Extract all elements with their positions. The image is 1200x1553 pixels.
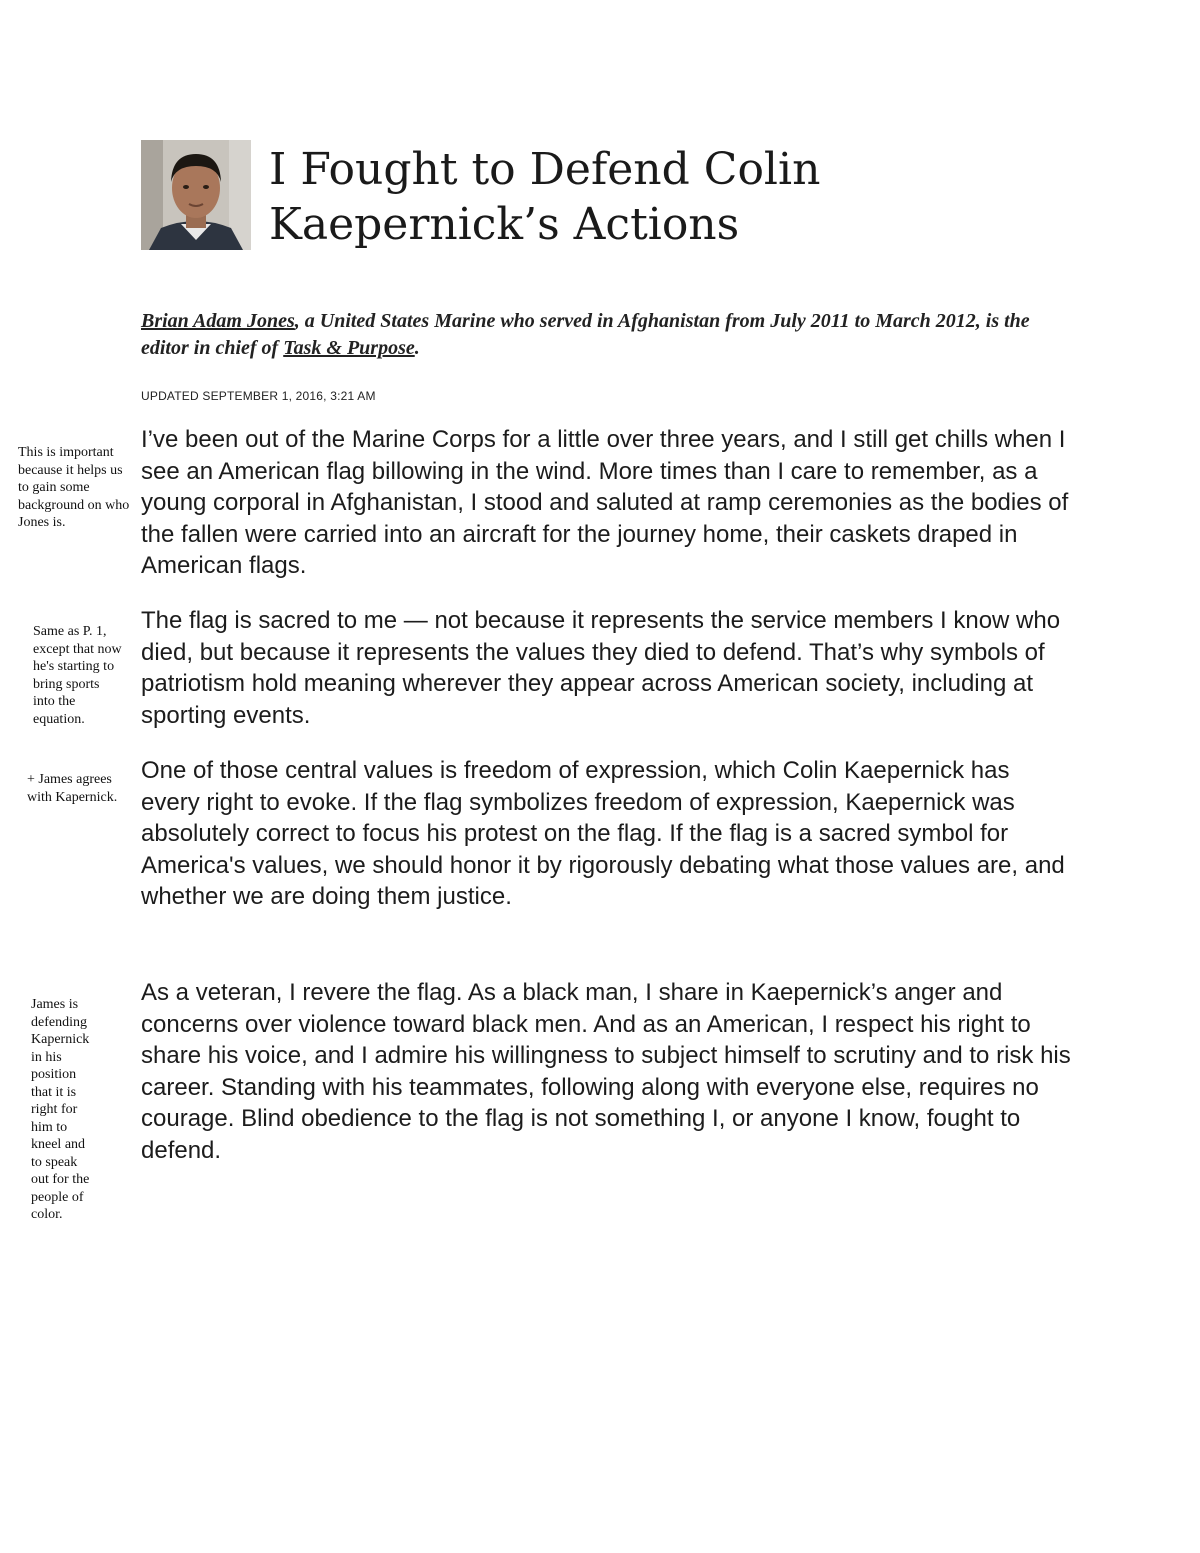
byline-description: , a United States Marine who served in Afghanistan from July 2011 to March 2012, is the editor in chief of xyxy=(141,310,1030,359)
paragraph-4: As a veteran, I revere the flag. As a black man, I share in Kaepernick’s anger and concerns over violence toward black men. And as an American, I respect his right to share his voice, and I admire his willingness to subject himself to scrutiny and to risk his career. Standing with his teammates, following along with everyone else, requires no courage. Blind obedience to the flag is not something I, or anyone I know, fought to defend. xyxy=(141,979,1071,1164)
margin-annotation: James is defending Kapernick in his position that it is right for him to kneel and to speak out for the people of color. xyxy=(31,997,90,1222)
author-headshot xyxy=(141,140,251,250)
margin-annotation: + James agrees with Kapernick. xyxy=(27,772,118,805)
margin-annotation: This is important because it helps us to gain some background on who Jones is. xyxy=(18,445,130,530)
author-photo-icon xyxy=(141,140,251,250)
publication-link[interactable]: Task & Purpose xyxy=(283,337,415,359)
margin-annotation: Same as P. 1, except that now he's starting to bring sports into the equation. xyxy=(33,624,122,727)
byline-end: . xyxy=(414,337,420,359)
paragraph-2: The flag is sacred to me — not because it represents the service members I know who died, but because it represents the values they died to defend. That’s why symbols of patriotism hold meaning wherever they appear across American society, including at sporting events. xyxy=(141,607,1061,729)
updated-timestamp: UPDATED SEPTEMBER 1, 2016, 3:21 AM xyxy=(141,389,376,403)
article-header xyxy=(141,140,1041,252)
byline xyxy=(141,308,1071,362)
paragraph-3: One of those central values is freedom of expression, which Colin Kaepernick has every right to evoke. If the flag symbolizes freedom of expression, Kaepernick was absolutely correct to focus his protest on the flag. If the flag is a sacred symbol for America's values, we should honor it by rigorously debating what those values are, and whether we are doing them justice. xyxy=(141,757,1065,910)
article-title: I Fought to Defend Colin Kaepernick’s Actions xyxy=(269,144,821,250)
author-link[interactable]: Brian Adam Jones xyxy=(141,310,295,332)
paragraph-1: I’ve been out of the Marine Corps for a little over three years, and I still get chills when I see an American flag billowing in the wind. More times than I care to remember, as a young corporal in Afghanistan, I stood and saluted at ramp ceremonies as the bodies of the fallen were carried into an aircraft for the journey home, their caskets draped in American flags. xyxy=(141,426,1069,579)
